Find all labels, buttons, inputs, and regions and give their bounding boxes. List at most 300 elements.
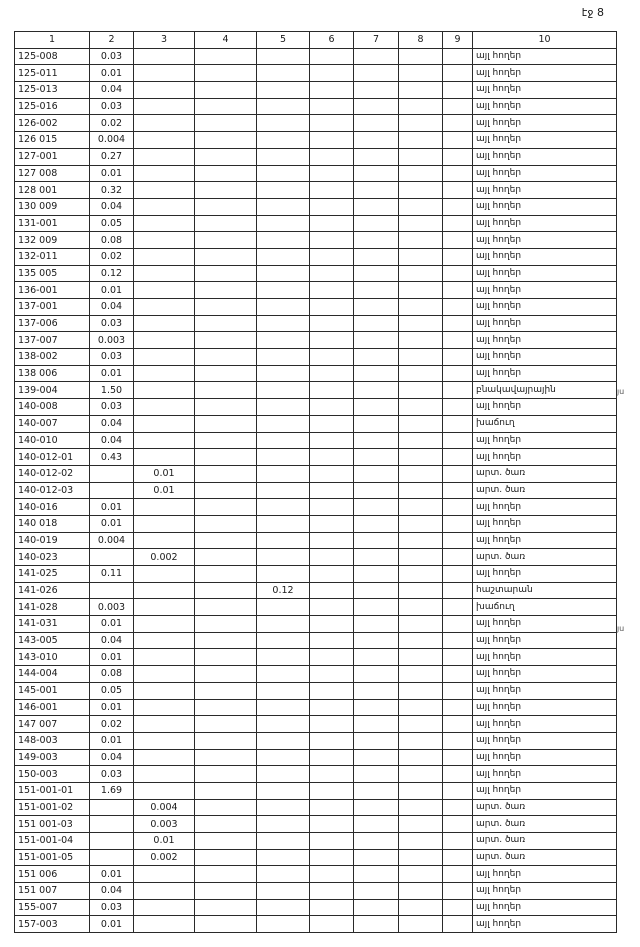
area-cell-col-3 xyxy=(134,399,195,416)
area-cell-col-8 xyxy=(399,599,443,616)
parcel-code-cell: 137-007 xyxy=(15,332,90,349)
column-header-5: 5 xyxy=(257,32,310,49)
area-cell-col-6 xyxy=(310,816,354,833)
area-cell-col-4 xyxy=(195,649,257,666)
land-type-cell: այլ հողեր xyxy=(473,716,617,733)
area-cell-col-5 xyxy=(257,165,310,182)
table-row xyxy=(15,465,617,482)
area-cell-col-4 xyxy=(195,48,257,65)
area-cell-col-9 xyxy=(443,849,473,866)
area-cell-col-8 xyxy=(399,65,443,82)
area-cell-col-9 xyxy=(443,866,473,883)
area-cell-col-6 xyxy=(310,883,354,900)
area-cell-col-8 xyxy=(399,148,443,165)
area-cell-col-7 xyxy=(354,332,399,349)
parcel-code-cell: 144-004 xyxy=(15,666,90,683)
parcel-code-cell: 141-025 xyxy=(15,566,90,583)
area-cell-col-8 xyxy=(399,749,443,766)
area-cell-col-4 xyxy=(195,666,257,683)
parcel-code-cell: 130 009 xyxy=(15,198,90,215)
area-cell-col-6 xyxy=(310,782,354,799)
area-cell-col-7 xyxy=(354,215,399,232)
column-header-7: 7 xyxy=(354,32,399,49)
parcel-code-cell: 126-002 xyxy=(15,115,90,132)
land-type-cell: այլ հողեր xyxy=(473,515,617,532)
area-cell-col-8 xyxy=(399,98,443,115)
area-cell-col-7 xyxy=(354,666,399,683)
table-row xyxy=(15,165,617,182)
area-cell-col-9 xyxy=(443,632,473,649)
area-cell-col-2: 0.01 xyxy=(90,499,134,516)
area-cell-col-3 xyxy=(134,515,195,532)
area-cell-col-3 xyxy=(134,198,195,215)
area-cell-col-2: 0.04 xyxy=(90,415,134,432)
area-cell-col-6 xyxy=(310,649,354,666)
area-cell-col-5: 0.12 xyxy=(257,582,310,599)
parcel-code-cell: 140-019 xyxy=(15,532,90,549)
area-cell-col-8 xyxy=(399,616,443,633)
table-row xyxy=(15,866,617,883)
area-cell-col-7 xyxy=(354,432,399,449)
area-cell-col-3 xyxy=(134,899,195,916)
table-row xyxy=(15,382,617,399)
table-row xyxy=(15,449,617,466)
area-cell-col-8 xyxy=(399,282,443,299)
area-cell-col-9 xyxy=(443,816,473,833)
parcel-code-cell: 138-002 xyxy=(15,349,90,366)
area-cell-col-7 xyxy=(354,48,399,65)
area-cell-col-3 xyxy=(134,666,195,683)
table-row xyxy=(15,182,617,199)
area-cell-col-3 xyxy=(134,48,195,65)
table-row xyxy=(15,916,617,933)
area-cell-col-5 xyxy=(257,148,310,165)
land-type-cell: արտ. ծառ xyxy=(473,833,617,850)
area-cell-col-4 xyxy=(195,115,257,132)
parcel-code-cell: 151-001-04 xyxy=(15,833,90,850)
land-type-cell: այլ հողեր xyxy=(473,265,617,282)
area-cell-col-9 xyxy=(443,65,473,82)
area-cell-col-5 xyxy=(257,449,310,466)
area-cell-col-4 xyxy=(195,566,257,583)
area-cell-col-4 xyxy=(195,399,257,416)
land-type-cell: այլ հողեր xyxy=(473,332,617,349)
area-cell-col-6 xyxy=(310,582,354,599)
area-cell-col-3 xyxy=(134,749,195,766)
table-row xyxy=(15,499,617,516)
area-cell-col-8 xyxy=(399,48,443,65)
parcel-code-cell: 140-010 xyxy=(15,432,90,449)
area-cell-col-6 xyxy=(310,399,354,416)
area-cell-col-3 xyxy=(134,65,195,82)
area-cell-col-5 xyxy=(257,632,310,649)
area-cell-col-5 xyxy=(257,82,310,99)
area-cell-col-4 xyxy=(195,248,257,265)
area-cell-col-4 xyxy=(195,833,257,850)
area-cell-col-2: 0.02 xyxy=(90,115,134,132)
area-cell-col-3 xyxy=(134,699,195,716)
area-cell-col-7 xyxy=(354,449,399,466)
area-cell-col-2: 0.04 xyxy=(90,299,134,316)
land-type-cell: այլ հողեր xyxy=(473,632,617,649)
area-cell-col-7 xyxy=(354,682,399,699)
area-cell-col-6 xyxy=(310,515,354,532)
area-cell-col-8 xyxy=(399,449,443,466)
area-cell-col-7 xyxy=(354,833,399,850)
area-cell-col-6 xyxy=(310,65,354,82)
area-cell-col-5 xyxy=(257,549,310,566)
area-cell-col-7 xyxy=(354,232,399,249)
area-cell-col-6 xyxy=(310,432,354,449)
table-row xyxy=(15,299,617,316)
area-cell-col-8 xyxy=(399,232,443,249)
area-cell-col-2: 0.01 xyxy=(90,165,134,182)
area-cell-col-3 xyxy=(134,148,195,165)
land-type-cell: այլ հողեր xyxy=(473,315,617,332)
area-cell-col-2: 0.02 xyxy=(90,716,134,733)
area-cell-col-9 xyxy=(443,766,473,783)
area-cell-col-4 xyxy=(195,232,257,249)
area-cell-col-6 xyxy=(310,866,354,883)
area-cell-col-3 xyxy=(134,566,195,583)
area-cell-col-9 xyxy=(443,215,473,232)
area-cell-col-6 xyxy=(310,115,354,132)
area-cell-col-9 xyxy=(443,716,473,733)
area-cell-col-3 xyxy=(134,248,195,265)
area-cell-col-7 xyxy=(354,282,399,299)
area-cell-col-9 xyxy=(443,682,473,699)
area-cell-col-5 xyxy=(257,799,310,816)
area-cell-col-4 xyxy=(195,415,257,432)
area-cell-col-2: 0.04 xyxy=(90,432,134,449)
area-cell-col-9 xyxy=(443,699,473,716)
area-cell-col-4 xyxy=(195,899,257,916)
area-cell-col-7 xyxy=(354,899,399,916)
parcel-code-cell: 151-001-01 xyxy=(15,782,90,799)
land-type-cell: այլ հողեր xyxy=(473,98,617,115)
area-cell-col-4 xyxy=(195,349,257,366)
area-cell-col-4 xyxy=(195,449,257,466)
table-row xyxy=(15,349,617,366)
area-cell-col-6 xyxy=(310,215,354,232)
area-cell-col-2: 0.01 xyxy=(90,282,134,299)
table-row xyxy=(15,566,617,583)
area-cell-col-3 xyxy=(134,449,195,466)
area-cell-col-7 xyxy=(354,415,399,432)
area-cell-col-7 xyxy=(354,82,399,99)
table-row xyxy=(15,332,617,349)
column-header-10: 10 xyxy=(473,32,617,49)
area-cell-col-8 xyxy=(399,716,443,733)
area-cell-col-2: 0.03 xyxy=(90,399,134,416)
area-cell-col-9 xyxy=(443,749,473,766)
area-cell-col-9 xyxy=(443,198,473,215)
area-cell-col-3 xyxy=(134,616,195,633)
area-cell-col-8 xyxy=(399,816,443,833)
table-row xyxy=(15,549,617,566)
area-cell-col-5 xyxy=(257,182,310,199)
area-cell-col-4 xyxy=(195,816,257,833)
area-cell-col-4 xyxy=(195,332,257,349)
area-cell-col-5 xyxy=(257,682,310,699)
area-cell-col-5 xyxy=(257,849,310,866)
area-cell-col-9 xyxy=(443,532,473,549)
parcel-code-cell: 138 006 xyxy=(15,365,90,382)
area-cell-col-7 xyxy=(354,883,399,900)
area-cell-col-8 xyxy=(399,582,443,599)
land-type-cell: բնակավայրային xyxy=(473,382,617,399)
land-type-cell: այլ հողեր xyxy=(473,782,617,799)
area-cell-col-6 xyxy=(310,382,354,399)
area-cell-col-2 xyxy=(90,465,134,482)
area-cell-col-2: 0.08 xyxy=(90,666,134,683)
area-cell-col-9 xyxy=(443,282,473,299)
land-type-cell: խաճուղ xyxy=(473,599,617,616)
table-row xyxy=(15,716,617,733)
parcel-code-cell: 131-001 xyxy=(15,215,90,232)
area-cell-col-6 xyxy=(310,282,354,299)
area-cell-col-8 xyxy=(399,399,443,416)
table-row xyxy=(15,48,617,65)
area-cell-col-6 xyxy=(310,98,354,115)
area-cell-col-9 xyxy=(443,365,473,382)
area-cell-col-2: 0.32 xyxy=(90,182,134,199)
area-cell-col-8 xyxy=(399,82,443,99)
area-cell-col-8 xyxy=(399,549,443,566)
area-cell-col-2: 0.05 xyxy=(90,682,134,699)
area-cell-col-6 xyxy=(310,148,354,165)
table-row xyxy=(15,232,617,249)
area-cell-col-2: 0.43 xyxy=(90,449,134,466)
area-cell-col-7 xyxy=(354,98,399,115)
table-row xyxy=(15,148,617,165)
land-type-cell: այլ հողեր xyxy=(473,148,617,165)
area-cell-col-8 xyxy=(399,666,443,683)
land-type-cell: այլ հողեր xyxy=(473,248,617,265)
area-cell-col-7 xyxy=(354,849,399,866)
area-cell-col-6 xyxy=(310,632,354,649)
area-cell-col-2 xyxy=(90,799,134,816)
parcel-code-cell: 137-006 xyxy=(15,315,90,332)
parcel-code-cell: 155-007 xyxy=(15,899,90,916)
area-cell-col-8 xyxy=(399,248,443,265)
land-type-cell: այլ հողեր xyxy=(473,299,617,316)
area-cell-col-9 xyxy=(443,833,473,850)
area-cell-col-9 xyxy=(443,399,473,416)
area-cell-col-3: 0.01 xyxy=(134,833,195,850)
land-type-cell: արտ. ծառ xyxy=(473,465,617,482)
column-header-2: 2 xyxy=(90,32,134,49)
area-cell-col-2: 0.11 xyxy=(90,566,134,583)
land-type-cell: այլ հողեր xyxy=(473,232,617,249)
land-type-cell: արտ. ծառ xyxy=(473,799,617,816)
parcel-code-cell: 145-001 xyxy=(15,682,90,699)
table-row xyxy=(15,115,617,132)
area-cell-col-6 xyxy=(310,315,354,332)
area-cell-col-5 xyxy=(257,365,310,382)
area-cell-col-4 xyxy=(195,866,257,883)
area-cell-col-4 xyxy=(195,65,257,82)
area-cell-col-3 xyxy=(134,883,195,900)
area-cell-col-3 xyxy=(134,98,195,115)
area-cell-col-4 xyxy=(195,716,257,733)
area-cell-col-5 xyxy=(257,866,310,883)
table-row xyxy=(15,766,617,783)
area-cell-col-2: 0.27 xyxy=(90,148,134,165)
table-row xyxy=(15,649,617,666)
land-type-cell: այլ հողեր xyxy=(473,215,617,232)
area-cell-col-9 xyxy=(443,599,473,616)
area-cell-col-8 xyxy=(399,649,443,666)
area-cell-col-2: 0.01 xyxy=(90,649,134,666)
area-cell-col-3 xyxy=(134,532,195,549)
parcel-code-cell: 141-026 xyxy=(15,582,90,599)
area-cell-col-5 xyxy=(257,382,310,399)
parcel-code-cell: 139-004 xyxy=(15,382,90,399)
area-cell-col-6 xyxy=(310,365,354,382)
area-cell-col-8 xyxy=(399,732,443,749)
area-cell-col-4 xyxy=(195,148,257,165)
table-row xyxy=(15,415,617,432)
area-cell-col-7 xyxy=(354,248,399,265)
area-cell-col-5 xyxy=(257,649,310,666)
area-cell-col-3 xyxy=(134,165,195,182)
area-cell-col-8 xyxy=(399,132,443,149)
parcel-code-cell: 151 007 xyxy=(15,883,90,900)
area-cell-col-3 xyxy=(134,315,195,332)
table-row xyxy=(15,782,617,799)
land-type-cell: այլ հողեր xyxy=(473,399,617,416)
area-cell-col-6 xyxy=(310,799,354,816)
area-cell-col-4 xyxy=(195,299,257,316)
area-cell-col-6 xyxy=(310,916,354,933)
area-cell-col-3 xyxy=(134,782,195,799)
area-cell-col-7 xyxy=(354,182,399,199)
parcel-code-cell: 136-001 xyxy=(15,282,90,299)
area-cell-col-9 xyxy=(443,132,473,149)
area-cell-col-5 xyxy=(257,132,310,149)
table-row xyxy=(15,98,617,115)
area-cell-col-8 xyxy=(399,432,443,449)
area-cell-col-8 xyxy=(399,632,443,649)
area-cell-col-9 xyxy=(443,916,473,933)
land-type-cell: այլ հողեր xyxy=(473,349,617,366)
area-cell-col-8 xyxy=(399,198,443,215)
land-type-cell: արտ. ծառ xyxy=(473,816,617,833)
area-cell-col-8 xyxy=(399,833,443,850)
area-cell-col-7 xyxy=(354,65,399,82)
area-cell-col-6 xyxy=(310,549,354,566)
table-row xyxy=(15,82,617,99)
parcel-code-cell: 140-007 xyxy=(15,415,90,432)
land-type-cell: այլ հողեր xyxy=(473,666,617,683)
area-cell-col-5 xyxy=(257,566,310,583)
area-cell-col-5 xyxy=(257,616,310,633)
area-cell-col-2: 0.01 xyxy=(90,65,134,82)
area-cell-col-8 xyxy=(399,532,443,549)
area-cell-col-3 xyxy=(134,916,195,933)
area-cell-col-9 xyxy=(443,883,473,900)
table-row xyxy=(15,682,617,699)
area-cell-col-9 xyxy=(443,315,473,332)
area-cell-col-7 xyxy=(354,499,399,516)
area-cell-col-4 xyxy=(195,582,257,599)
area-cell-col-5 xyxy=(257,749,310,766)
parcel-code-cell: 143-010 xyxy=(15,649,90,666)
area-cell-col-4 xyxy=(195,315,257,332)
land-parcel-table xyxy=(14,31,617,933)
page-number: էջ 8 xyxy=(581,6,604,19)
area-cell-col-2: 0.04 xyxy=(90,82,134,99)
parcel-code-cell: 151 006 xyxy=(15,866,90,883)
area-cell-col-3 xyxy=(134,365,195,382)
area-cell-col-4 xyxy=(195,883,257,900)
area-cell-col-4 xyxy=(195,265,257,282)
area-cell-col-8 xyxy=(399,115,443,132)
area-cell-col-3 xyxy=(134,382,195,399)
area-cell-col-3 xyxy=(134,332,195,349)
area-cell-col-5 xyxy=(257,399,310,416)
area-cell-col-2: 0.04 xyxy=(90,883,134,900)
area-cell-col-2 xyxy=(90,816,134,833)
area-cell-col-8 xyxy=(399,349,443,366)
area-cell-col-8 xyxy=(399,883,443,900)
land-type-cell: այլ հողեր xyxy=(473,883,617,900)
area-cell-col-9 xyxy=(443,616,473,633)
area-cell-col-5 xyxy=(257,349,310,366)
area-cell-col-9 xyxy=(443,899,473,916)
table-row xyxy=(15,282,617,299)
area-cell-col-2 xyxy=(90,833,134,850)
table-row xyxy=(15,315,617,332)
land-type-cell: այլ հողեր xyxy=(473,899,617,916)
land-type-cell: այլ հողեր xyxy=(473,48,617,65)
area-cell-col-9 xyxy=(443,332,473,349)
table-row xyxy=(15,399,617,416)
parcel-code-cell: 140-012-03 xyxy=(15,482,90,499)
area-cell-col-8 xyxy=(399,415,443,432)
area-cell-col-7 xyxy=(354,532,399,549)
land-type-cell: խաճուղ xyxy=(473,415,617,432)
area-cell-col-3 xyxy=(134,682,195,699)
area-cell-col-4 xyxy=(195,682,257,699)
area-cell-col-8 xyxy=(399,515,443,532)
table-row xyxy=(15,65,617,82)
area-cell-col-8 xyxy=(399,332,443,349)
area-cell-col-3 xyxy=(134,866,195,883)
table-row xyxy=(15,432,617,449)
area-cell-col-4 xyxy=(195,766,257,783)
land-type-cell: այլ հողեր xyxy=(473,198,617,215)
area-cell-col-6 xyxy=(310,232,354,249)
table-row xyxy=(15,899,617,916)
area-cell-col-9 xyxy=(443,482,473,499)
area-cell-col-9 xyxy=(443,232,473,249)
area-cell-col-2: 0.04 xyxy=(90,198,134,215)
area-cell-col-8 xyxy=(399,566,443,583)
area-cell-col-2: 0.01 xyxy=(90,616,134,633)
area-cell-col-9 xyxy=(443,48,473,65)
area-cell-col-4 xyxy=(195,532,257,549)
area-cell-col-8 xyxy=(399,299,443,316)
area-cell-col-3: 0.002 xyxy=(134,549,195,566)
parcel-code-cell: 127-001 xyxy=(15,148,90,165)
parcel-code-cell: 140-016 xyxy=(15,499,90,516)
area-cell-col-2: 0.01 xyxy=(90,365,134,382)
parcel-code-cell: 128 001 xyxy=(15,182,90,199)
area-cell-col-8 xyxy=(399,916,443,933)
area-cell-col-9 xyxy=(443,382,473,399)
